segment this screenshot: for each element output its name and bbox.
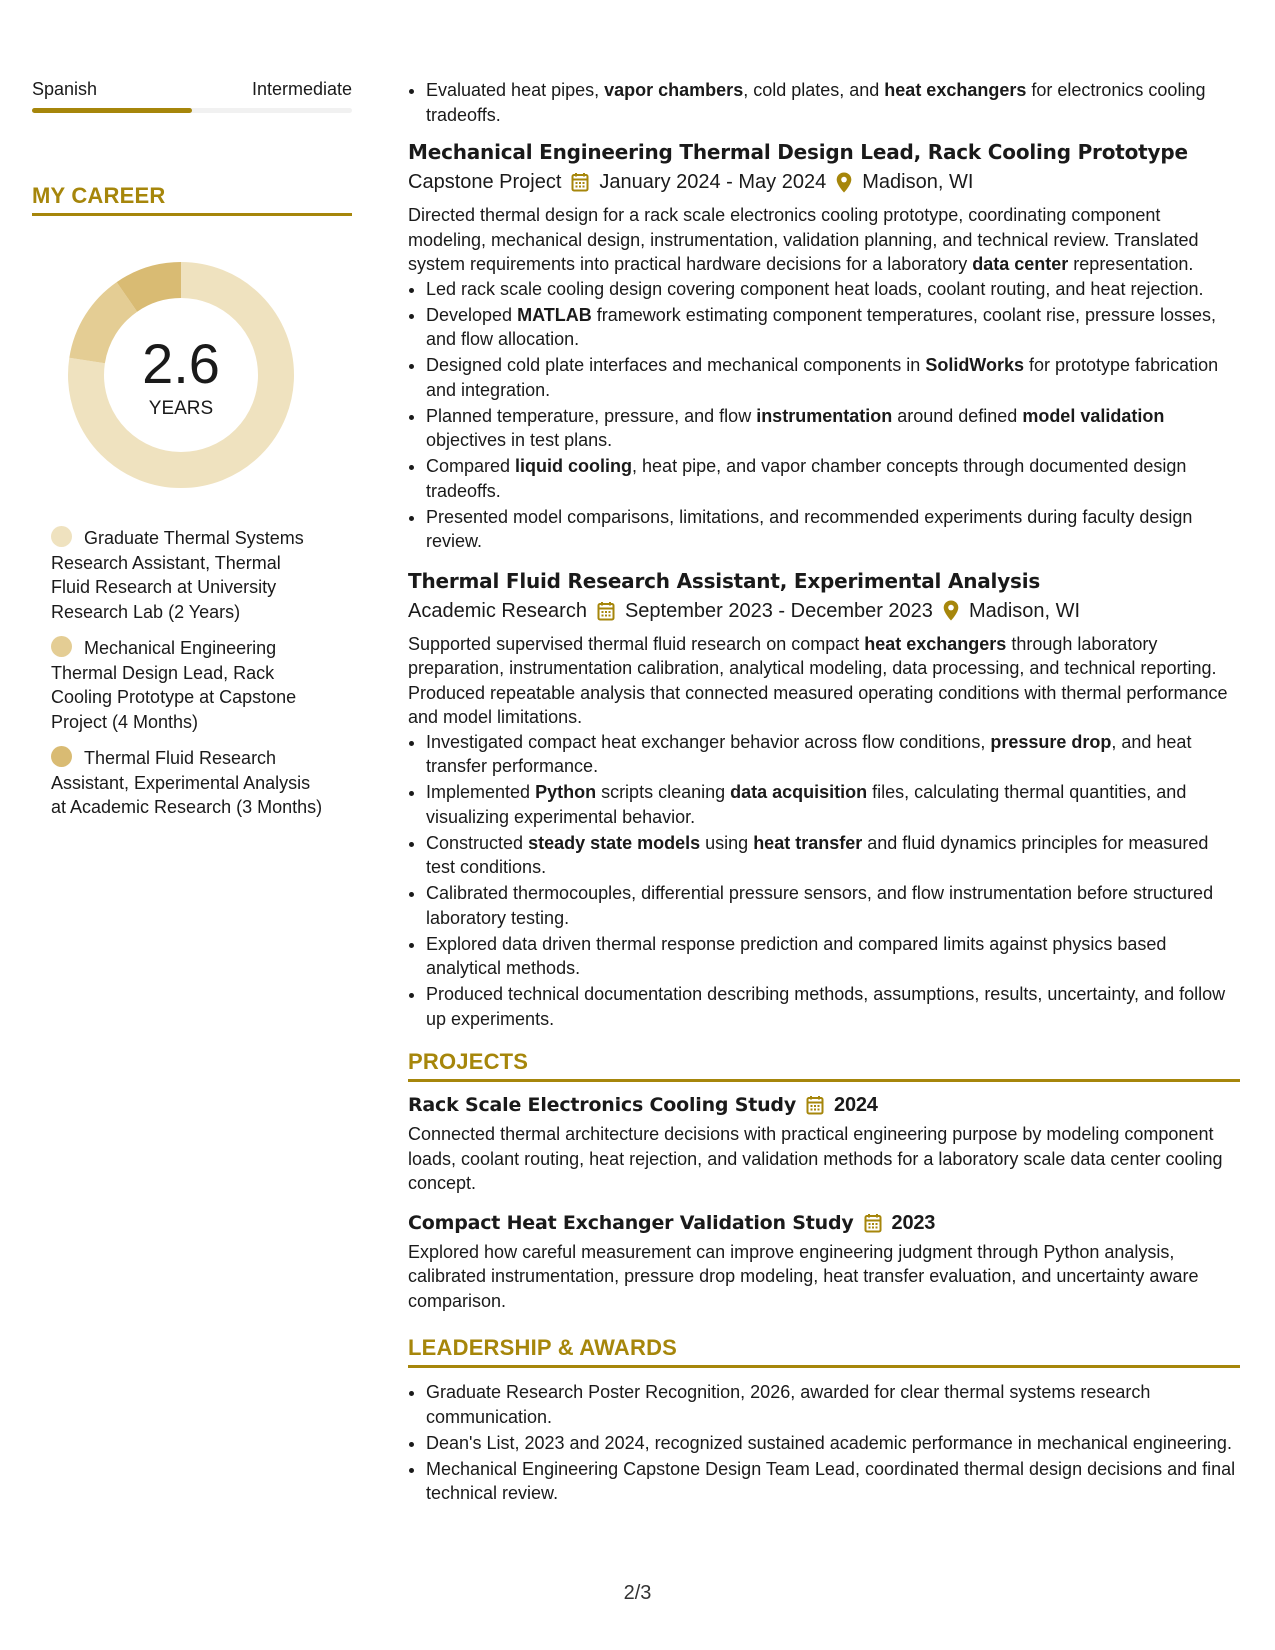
project-title: Compact Heat Exchanger Validation Study xyxy=(408,1211,854,1234)
project-header xyxy=(408,1210,1240,1236)
career-legend-item xyxy=(51,526,323,624)
project-entry xyxy=(408,1092,1240,1196)
project-entry xyxy=(408,1210,1240,1314)
projects-section xyxy=(408,1049,1240,1313)
projects-heading: PROJECTS xyxy=(408,1049,529,1074)
text-segment: using xyxy=(700,832,754,853)
text-segment: Planned temperature, pressure, and flow xyxy=(426,405,757,426)
job-dates: September 2023 - December 2023 xyxy=(624,599,933,622)
awards-list xyxy=(408,1380,1240,1506)
calendar-icon xyxy=(571,172,589,192)
awards-rule xyxy=(408,1365,1240,1368)
job-location: Madison, WI xyxy=(968,599,1081,622)
career-section xyxy=(32,183,352,216)
text-segment: Led rack scale cooling design covering component heat loads, coolant routing, and heat rejection. xyxy=(426,278,1204,299)
text-segment: for prototype fabrication and integration. xyxy=(426,355,1219,400)
text-segment: Investigated compact heat exchanger behavior across flow conditions, xyxy=(426,731,991,752)
calendar-icon xyxy=(806,1095,824,1115)
text-segment: Evaluated heat pipes, xyxy=(426,80,605,100)
job-description xyxy=(408,203,1240,277)
keyword-highlight: SolidWorks xyxy=(925,355,1024,375)
legend-label: Mechanical Engineering Thermal Design Lead, Rack Cooling Prototype at Capstone Project (4 Months) xyxy=(51,638,297,732)
project-description: Explored how careful measurement can improve engineering judgment through Python analysis, calibrated instrumentation, pressure drop modeling, heat transfer evaluation, and uncertainty aware comparison. xyxy=(408,1241,1199,1311)
career-total-value: 2.6 xyxy=(142,332,220,395)
keyword-highlight: heat transfer xyxy=(753,832,863,853)
experience-list xyxy=(408,139,1240,1031)
job-location: Madison, WI xyxy=(862,171,974,193)
list-item xyxy=(426,932,1240,981)
award-item: • Dean's List, 2023 and 2024, recognized sustained academic performance in mechanical engineering. xyxy=(426,1431,1240,1456)
text-segment: Constructed xyxy=(426,832,529,853)
text-segment: Developed xyxy=(426,304,518,325)
awards-section xyxy=(408,1335,1240,1506)
legend-dot-icon xyxy=(51,636,72,657)
career-heading: MY CAREER xyxy=(32,183,166,208)
text-segment: Supported supervised thermal fluid research on compact xyxy=(408,633,865,654)
list-item xyxy=(426,353,1240,402)
career-legend-item xyxy=(51,636,323,734)
list-item xyxy=(426,404,1240,453)
list-item xyxy=(426,78,1240,127)
list-item xyxy=(426,730,1240,779)
language-level: Intermediate xyxy=(251,79,352,99)
keyword-highlight: vapor chambers xyxy=(604,80,744,100)
text-segment: around defined xyxy=(892,405,1023,426)
career-donut-chart xyxy=(66,260,296,490)
job-meta xyxy=(408,169,1240,195)
keyword-highlight: liquid cooling xyxy=(515,456,633,476)
legend-dot-icon xyxy=(51,746,72,767)
job-dates: January 2024 - May 2024 xyxy=(599,171,827,193)
location-pin-icon xyxy=(943,600,959,621)
career-legend xyxy=(32,526,352,820)
text-segment: Produced technical documentation describing methods, assumptions, results, uncertainty, and follow up experiments. xyxy=(426,984,1226,1029)
job-title: Mechanical Engineering Thermal Design Lead, Rack Cooling Prototype xyxy=(408,140,1188,164)
list-item xyxy=(426,505,1240,554)
calendar-icon xyxy=(597,601,615,621)
project-year: 2024 xyxy=(834,1094,878,1116)
project-description: Connected thermal architecture decisions with practical engineering purpose by modeling component loads, coolant routing, heat rejection, and validation methods for a laboratory scale data center cooling concept. xyxy=(408,1124,1223,1193)
keyword-highlight: heat exchangers xyxy=(864,633,1007,654)
projects-rule xyxy=(408,1079,1240,1082)
text-segment: through laboratory preparation, instrumentation calibration, analytical modeling, data processing, and technical reporting. Produced repeatable analysis that connected measured operating conditions with thermal performance and model limitations. xyxy=(408,633,1228,727)
text-segment: scripts cleaning xyxy=(596,782,731,802)
text-segment: Designed cold plate interfaces and mechanical components in xyxy=(426,355,926,375)
location-pin-icon xyxy=(836,172,852,193)
award-item: • Graduate Research Poster Recognition, 2026, awarded for clear thermal systems research communication. xyxy=(426,1380,1240,1429)
career-total-unit: YEARS xyxy=(148,398,214,419)
job-bullets xyxy=(408,730,1240,1032)
award-item: • Mechanical Engineering Capstone Design Team Lead, coordinated thermal design decisions and final technical review. xyxy=(426,1457,1240,1506)
list-item xyxy=(426,831,1240,880)
job-entry xyxy=(408,568,1240,1032)
text-segment: for electronics cooling tradeoffs. xyxy=(426,80,1206,125)
main-content xyxy=(408,78,1240,1507)
page-number: 2/3 xyxy=(623,1582,652,1604)
legend-label: Thermal Fluid Research Assistant, Experimental Analysis at Academic Research (3 Months) xyxy=(51,748,323,817)
project-header xyxy=(408,1092,1240,1118)
project-title: Rack Scale Electronics Cooling Study xyxy=(408,1094,797,1116)
text-segment: Implemented xyxy=(426,782,536,802)
text-segment: and fluid dynamics principles for measured test conditions. xyxy=(426,832,1209,877)
project-year: 2023 xyxy=(891,1211,936,1234)
career-rule xyxy=(32,213,352,216)
awards-heading: LEADERSHIP & AWARDS xyxy=(408,1335,678,1360)
job-entry xyxy=(408,139,1240,554)
text-segment: Compared xyxy=(426,456,516,476)
text-segment: framework estimating component temperatures, coolant rise, pressure losses, and flow allocation. xyxy=(426,304,1217,349)
job-description xyxy=(408,632,1240,730)
text-segment: Presented model comparisons, limitations, and recommended experiments during faculty design review. xyxy=(426,506,1193,551)
legend-label: Graduate Thermal Systems Research Assistant, Thermal Fluid Research at University Research Lab (2 Years) xyxy=(51,528,304,622)
text-segment: objectives in test plans. xyxy=(426,430,613,450)
previous-job-bullets xyxy=(408,78,1240,127)
calendar-icon xyxy=(864,1213,882,1233)
job-meta xyxy=(408,598,1240,624)
text-segment: , heat pipe, and vapor chamber concepts through documented design tradeoffs. xyxy=(426,456,1187,501)
text-segment: files, calculating thermal quantities, and visualizing experimental behavior. xyxy=(426,782,1187,827)
keyword-highlight: instrumentation xyxy=(756,405,893,426)
career-legend-item xyxy=(51,746,323,820)
text-segment: , and heat transfer performance. xyxy=(426,731,1192,776)
sidebar xyxy=(32,78,352,832)
language-name: Spanish xyxy=(32,79,98,99)
text-segment: Explored data driven thermal response prediction and compared limits against physics based analytical methods. xyxy=(426,933,1167,978)
list-item xyxy=(426,277,1240,302)
list-item xyxy=(426,303,1240,352)
job-bullets xyxy=(408,277,1240,554)
language-proficiency-fill xyxy=(32,108,192,113)
language-entry xyxy=(32,78,352,113)
keyword-highlight: heat exchangers xyxy=(884,80,1027,100)
text-segment: , cold plates, and xyxy=(743,80,885,100)
list-item xyxy=(426,454,1240,503)
text-segment: Directed thermal design for a rack scale electronics cooling prototype, coordinating component modeling, mechanical design, instrumentation, validation planning, and technical review. Translated system requirements into practical hardware decisions for a laboratory xyxy=(408,205,1199,274)
keyword-highlight: steady state models xyxy=(528,832,701,853)
keyword-highlight: pressure drop xyxy=(990,731,1112,752)
keyword-highlight: data acquisition xyxy=(730,782,868,802)
projects-list xyxy=(408,1092,1240,1313)
keyword-highlight: MATLAB xyxy=(517,304,592,325)
job-organization: Academic Research xyxy=(408,599,587,622)
job-organization: Capstone Project xyxy=(408,171,562,193)
list-item xyxy=(426,780,1240,829)
language-proficiency-bar xyxy=(32,108,352,113)
text-segment: Calibrated thermocouples, differential pressure sensors, and flow instrumentation before structured laboratory testing. xyxy=(426,883,1214,928)
job-title: Thermal Fluid Research Assistant, Experimental Analysis xyxy=(408,568,1041,593)
keyword-highlight: data center xyxy=(972,254,1069,274)
list-item xyxy=(426,982,1240,1031)
legend-dot-icon xyxy=(51,526,72,547)
list-item xyxy=(426,881,1240,930)
keyword-highlight: model validation xyxy=(1022,405,1165,426)
keyword-highlight: Python xyxy=(535,782,597,802)
text-segment: representation. xyxy=(1068,254,1194,274)
